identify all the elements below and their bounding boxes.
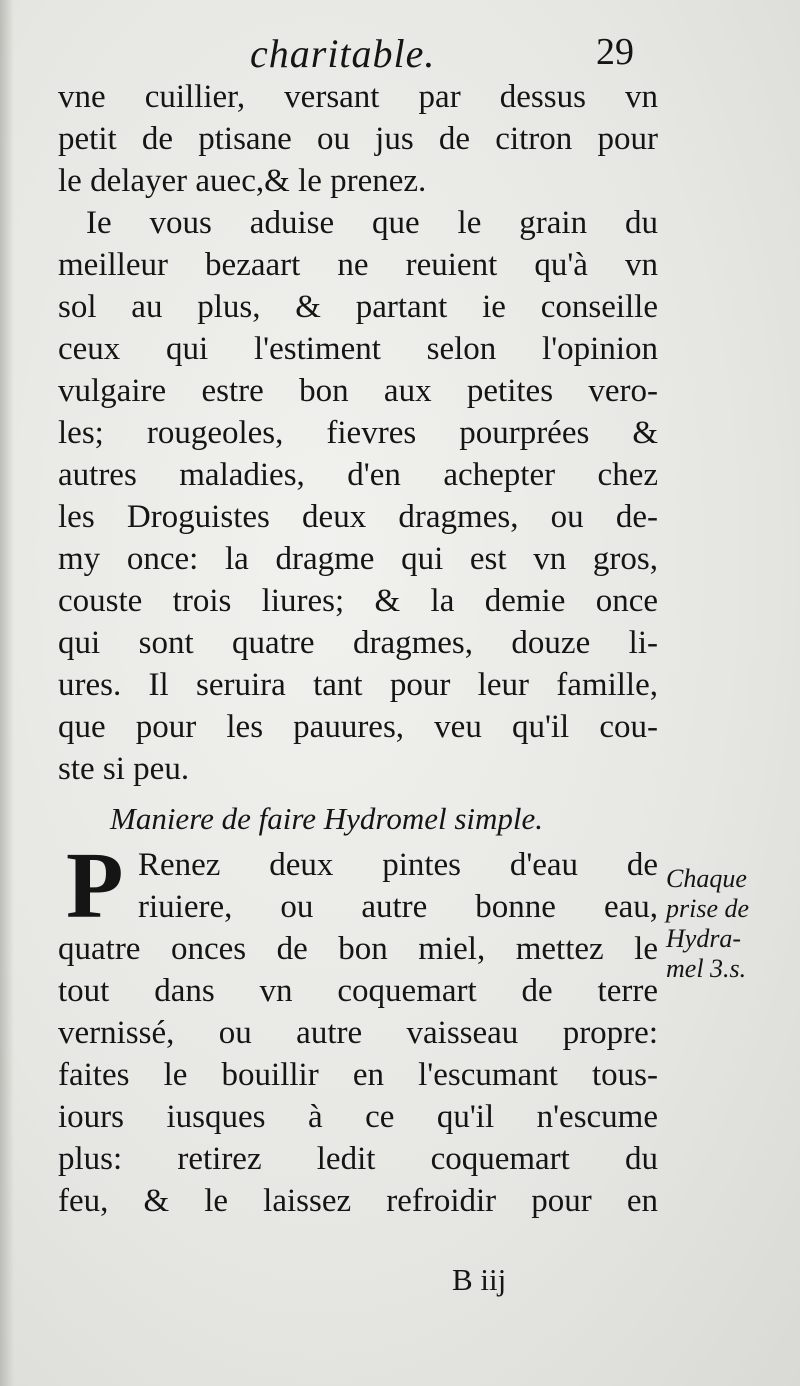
section-paragraph [58, 834, 658, 1222]
text-line: qui sont quatre dragmes, douze li- [58, 625, 658, 661]
margin-note-line: Hydra- [666, 924, 742, 953]
text-line: vulgaire estre bon aux petites vero- [58, 373, 658, 409]
text-line: my once: la dragme qui est vn gros, [58, 541, 658, 577]
drop-cap: P [66, 834, 124, 938]
text-line: plus: retirez ledit coquemart du [58, 1141, 658, 1177]
text-line: iours iusques à ce qu'il n'escume [58, 1099, 658, 1135]
running-head [0, 26, 800, 78]
text-line: riuiere, ou autre bonne eau, [138, 889, 658, 925]
text-line: quatre onces de bon miel, mettez le [58, 931, 658, 967]
margin-note-line: mel 3.s. [666, 954, 747, 983]
margin-note-line: Chaque [666, 864, 747, 893]
text-line: autres maladies, d'en achepter chez [58, 457, 658, 493]
text-line: les; rougeoles, fievres pourprées & [58, 415, 658, 451]
text-line: meilleur bezaart ne reuient qu'à vn [58, 247, 658, 283]
text-line: Renez deux pintes d'eau de [138, 847, 658, 883]
page-number: 29 [596, 31, 634, 73]
text-line: le delayer auec,& le prenez. [58, 163, 427, 199]
signature-mark: B iij [452, 1262, 507, 1297]
text-line: feu, & le laissez refroidir pour en [58, 1183, 658, 1219]
text-line: tout dans vn coquemart de terre [58, 973, 658, 1009]
text-line: ceux qui l'estiment selon l'opinion [58, 331, 658, 367]
running-head-title: charitable. [250, 31, 436, 76]
text-line: que pour les pauures, veu qu'il cou- [58, 709, 658, 745]
text-line: vernissé, ou autre vaisseau propre: [58, 1015, 658, 1051]
text-line: petit de ptisane ou jus de citron pour [58, 121, 658, 157]
text-line: sol au plus, & partant ie conseille [58, 289, 658, 325]
section-heading: Maniere de faire Hydromel simple. [110, 801, 544, 836]
text-line: faites le bouillir en l'escumant tous- [58, 1057, 658, 1093]
margin-note [666, 864, 786, 984]
text-line: Ie vous aduise que le grain du [86, 205, 658, 241]
page-gutter-shadow [0, 0, 14, 1386]
text-line: vne cuillier, versant par dessus vn [58, 79, 658, 115]
text-line: les Droguistes deux dragmes, ou de- [58, 499, 658, 535]
text-line: ste si peu. [58, 751, 190, 787]
text-line: ures. Il seruira tant pour leur famille, [58, 667, 658, 703]
text-line: couste trois liures; & la demie once [58, 583, 658, 619]
margin-note-line: prise de [666, 894, 750, 923]
body-text [58, 76, 658, 1222]
